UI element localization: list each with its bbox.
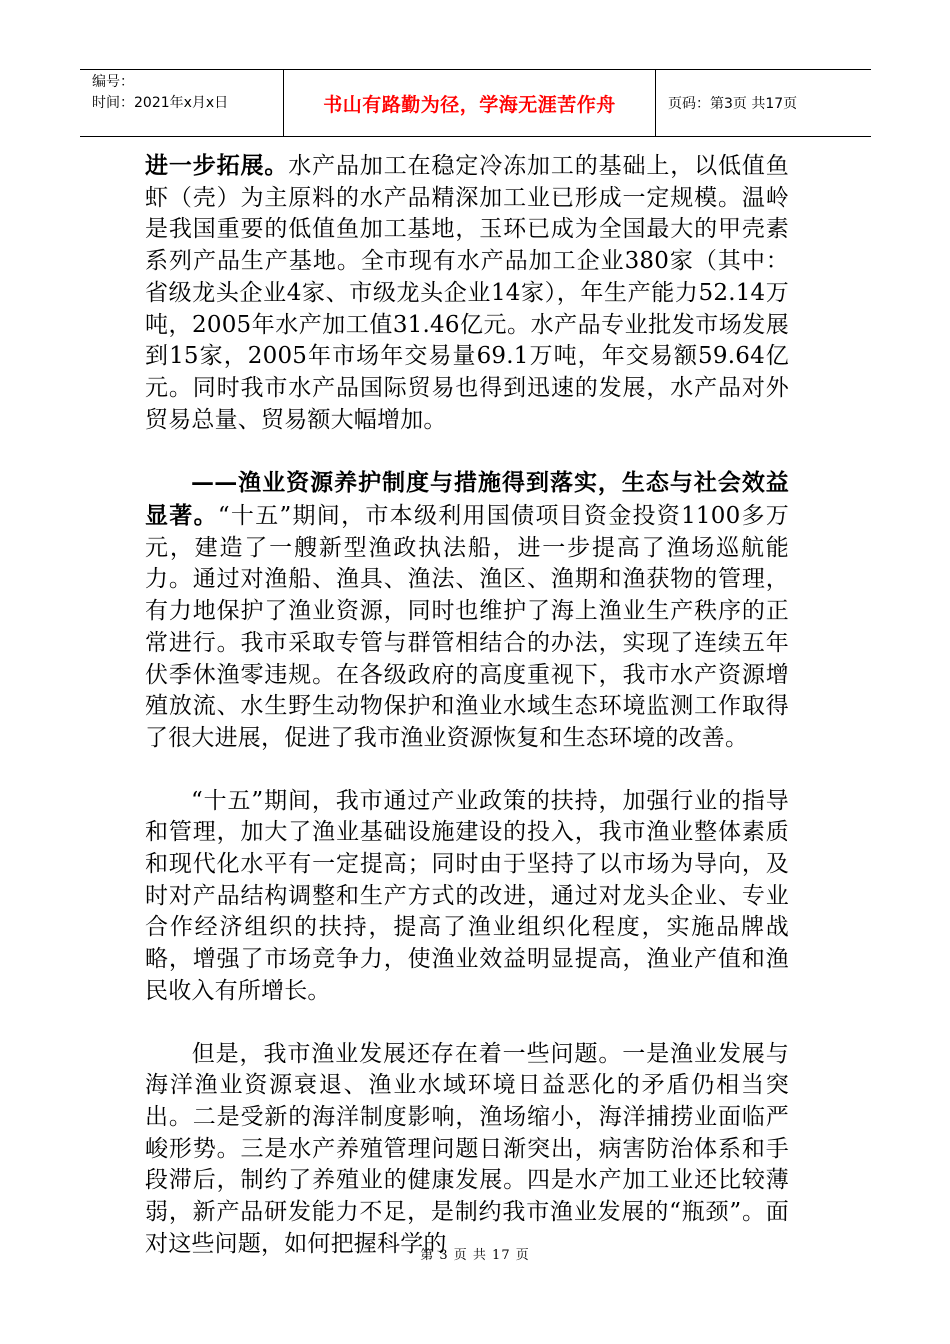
paragraph-lead: ——渔业资源养护制度与措施得到落实，生态与社会效益显著。 <box>145 469 789 530</box>
paragraph-processing <box>145 150 789 436</box>
page-footer: 第 3 页 共 17 页 <box>420 1248 530 1263</box>
document-date-label: 时间：2021年x月x日 <box>92 95 229 111</box>
document-body <box>145 150 789 1261</box>
paragraph-lead: 进一步拓展。 <box>145 152 289 179</box>
paragraph-problems <box>145 1039 789 1261</box>
paragraph-tenth-five-year-summary <box>145 786 789 1008</box>
document-number-label: 编号： <box>92 74 134 90</box>
paragraph-text: 但是，我市渔业发展还存在着一些问题。一是渔业发展与海洋渔业资源衰退、渔业水域环境日益恶化的矛盾仍相当突出。二是受新的海洋制度影响，渔场缩小，海洋捕捞业面临严峻形势。三是水产养殖管理问题日渐突出，病害防治体系和手段滞后，制约了养殖业的健康发展。四是水产加工业还比较薄弱，新产品研发能力不足，是制约我市渔业发展的“瓶颈”。面对这些问题，如何把握科学的 <box>145 1040 789 1257</box>
paragraph-text: “十五”期间，我市通过产业政策的扶持，加强行业的指导和管理，加大了渔业基础设施建设的投入，我市渔业整体素质和现代化水平有一定提高；同时由于坚持了以市场为导向，及时对产品结构调整和生产方式的改进，通过对龙头企业、专业合作经济组织的扶持，提高了渔业组织化程度，实施品牌战略，增强了市场竞争力，使渔业效益明显提高，渔业产值和渔民收入有所增长。 <box>145 787 789 1004</box>
document-header <box>80 69 871 137</box>
header-page-info: 页码：第3页 共17页 <box>668 96 798 112</box>
header-meta-cell <box>80 70 284 136</box>
paragraph-text: “十五”期间，市本级利用国债项目资金投资1100多万元，建造了一艘新型渔政执法船，进一步提高了渔场巡航能力。通过对渔船、渔具、渔法、渔区、渔期和渔获物的管理，有力地保护了渔业资源，同时也维护了海上渔业生产秩序的正常进行。我市采取专管与群管相结合的办法，实现了连续五年伏季休渔零违规。在各级政府的高度重视下，我市水产资源增殖放流、水生野生动物保护和渔业水域生态环境监测工作取得了很大进展，促进了我市渔业资源恢复和生态环境的改善。 <box>145 503 789 751</box>
paragraph-resource-protection <box>145 467 789 754</box>
header-motto: 书山有路勤为径，学海无涯苦作舟 <box>284 70 656 136</box>
paragraph-text: 水产品加工在稳定冷冻加工的基础上，以低值鱼虾（壳）为主原料的水产品精深加工业已形成一定规模。温岭是我国重要的低值鱼加工基地，玉环已成为全国最大的甲壳素系列产品生产基地。全市现有水产品加工企业380家（其中：省级龙头企业4家、市级龙头企业14家），年生产能力52.14万吨，2005年水产加工值31.46亿元。水产品专业批发市场发展到15家，2005年市场年交易量69.1万吨，年交易额59.64亿元。同时我市水产品国际贸易也得到迅速的发展，水产品对外贸易总量、贸易额大幅增加。 <box>145 153 789 433</box>
